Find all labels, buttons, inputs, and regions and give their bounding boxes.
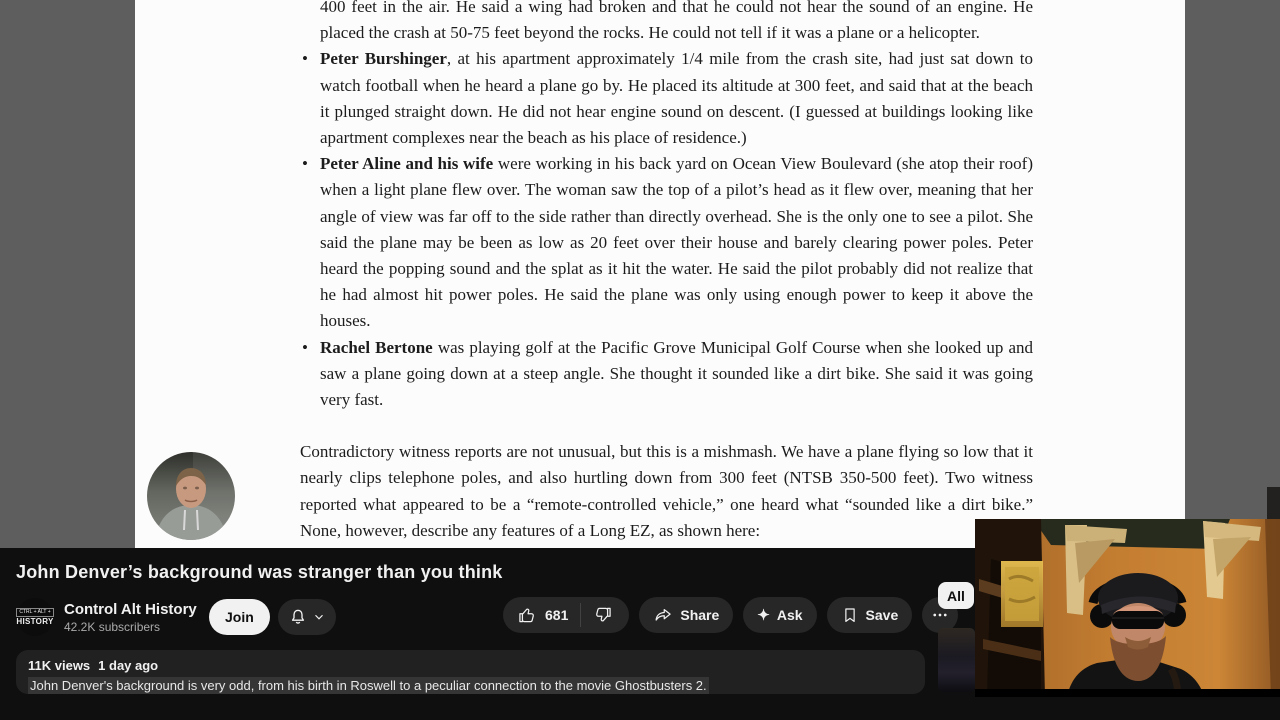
ask-button[interactable] (743, 597, 816, 633)
ask-label: Ask (776, 607, 803, 623)
dislike-button[interactable] (581, 597, 629, 633)
channel-name[interactable]: Control Alt History (64, 600, 197, 618)
description-text: John Denver's background is very odd, from his birth in Roswell to a peculiar connection to the movie Ghostbusters 2. (30, 678, 707, 693)
author-facecam (147, 452, 235, 540)
notifications-button[interactable] (278, 599, 336, 635)
video-title: John Denver’s background was stranger than you think (16, 562, 503, 582)
bullet-icon: • (302, 337, 308, 357)
list-item (300, 151, 1033, 334)
witness-text: was playing golf at the Pacific Grove Municipal Golf Course when she looked up and saw a plane going down at a steep angle. She thought it sounded like a dirt bike. She said it was going very fast. (320, 337, 1034, 410)
list-item (300, 335, 1033, 414)
action-bar (503, 597, 958, 633)
share-label: Share (680, 607, 720, 623)
video-meta (28, 658, 913, 673)
list-item (300, 0, 1033, 46)
witness-name: Peter Burshinger (320, 49, 447, 69)
witness-name: Rachel Bertone (320, 337, 433, 357)
closing-paragraph: Contradictory witness reports are not unusual, but this is a mishmash. We have a plane flying so low that it nearly clips telephone poles, and also hurtling down from 300 feet (NTSB 350-500 feet). Two witness reported what appeared to be a “remote-controlled vehicle,” one heard what “sounded like a dirt bike.” None, however, describe any features of a Long EZ, as shown here: (300, 442, 1033, 540)
sparkle-icon: ✦ (757, 606, 770, 624)
witness-text: were working in his back yard on Ocean View Boulevard (she atop their roof) when a light plane flew over. The woman saw the top of a pilot’s head as it flew over, meaning that her angle of view was far off to the side rather than directly overhead. She is the only one to see a pilot. She said the plane may be been as low as 20 feet over their house and barely clearing power poles. Peter heard the popping sound and the splat as it hit the water. He said the pilot probably did not realize that he had almost hit power poles. He said the plane was only using enough power to keep it above the houses. (320, 154, 1033, 331)
avatar-text-bottom: HISTORY (16, 617, 54, 626)
document-screenshare (135, 0, 1185, 548)
bullet-icon: • (302, 154, 308, 174)
webcam-overlay (975, 519, 1280, 697)
join-button[interactable]: Join (209, 599, 270, 635)
upload-date: 1 day ago (98, 658, 159, 673)
save-label: Save (865, 607, 899, 623)
thumbs-down-icon (593, 605, 613, 625)
like-button[interactable] (503, 597, 580, 633)
save-button[interactable] (827, 597, 913, 633)
avatar-text-top: CTRL + ALT + (16, 608, 53, 617)
document-text (300, 0, 1033, 544)
witness-list (300, 0, 1033, 413)
bell-icon (288, 607, 308, 627)
bullet-icon: • (302, 49, 308, 69)
share-button[interactable] (639, 597, 733, 633)
description-box[interactable] (16, 650, 925, 694)
share-icon (653, 605, 673, 625)
witness-text: , at his apartment approximately 1/4 mile from the crash site, had just sat down to watch football when he heard a plane go by. He placed its altitude at 300 feet, and said that at the beach it plunged straight down. He did not hear engine sound on descent. (I guessed at buildings looking like apartment complexes near the beach as his place of residence.) (320, 49, 1034, 148)
channel-row (16, 597, 336, 637)
list-item (300, 46, 1033, 151)
thumbs-up-icon (517, 605, 537, 625)
facecam-image (147, 452, 235, 540)
witness-text: 400 feet in the air. He said a wing had broken and that he could not hear the sound of an engine. He placed the crash at 50-75 feet beyond the rocks. He could not tell if it was a plane or a helicopter. (320, 0, 1033, 43)
related-filter-all-chip[interactable]: All (938, 582, 974, 609)
bookmark-icon (841, 606, 859, 624)
related-video-thumbnail[interactable] (938, 628, 975, 692)
subscriber-count: 42.2K subscribers (64, 619, 161, 634)
witness-name: Peter Aline and his wife (320, 154, 494, 174)
like-count: 681 (545, 607, 569, 623)
channel-meta (64, 601, 199, 634)
channel-avatar[interactable] (16, 598, 54, 636)
chevron-down-icon (312, 610, 326, 624)
webcam-image (975, 519, 1280, 697)
related-video-fragment (1267, 487, 1280, 519)
like-dislike-pill (503, 597, 629, 633)
view-count: 11K views (28, 658, 91, 673)
